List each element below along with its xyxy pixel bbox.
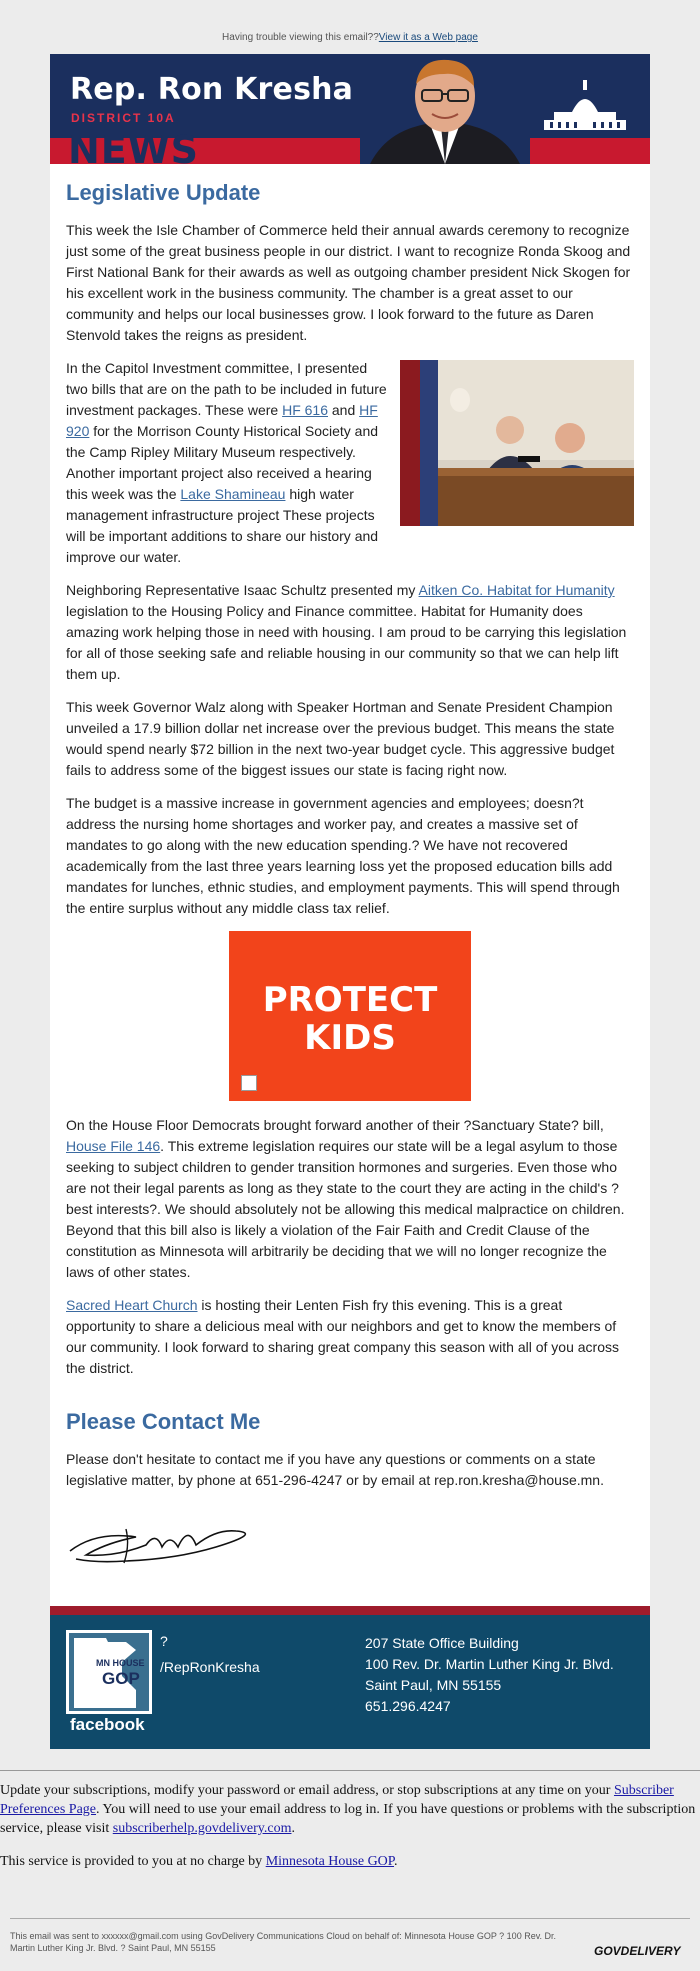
logo-text-gop: GOP: [102, 1669, 140, 1688]
subscription-notice: [0, 1770, 700, 1885]
facebook-label[interactable]: facebook: [70, 1715, 145, 1734]
paragraph-habitat: [66, 580, 634, 685]
mn-house-gop-logo[interactable]: [66, 1630, 152, 1714]
rep-portrait: [360, 54, 530, 164]
capitol-icon: [540, 76, 630, 136]
contact-text: Please don't hesitate to contact me if you have any questions or comments on a state legislative matter, by phone at 651-296-4247 or by email at rep.ron.kresha@house.mn.: [66, 1451, 604, 1488]
fineprint-rule: [10, 1918, 690, 1919]
paragraph-budget-increase: The budget is a massive increase in government agencies and employees; doesn?t address the nursing home shortages and worker pay, and creates a massive set of mandates to go along with the new education spending.? We have not recovered academically from the last three years learning loss yet the proposed education bills add mandates for lunches, ethnic studies, and employment payments. This will spend through the entire surplus without any middle class tax relief.: [66, 795, 620, 916]
subscriber-preferences-link[interactable]: Subscriber Preferences Page: [0, 1783, 674, 1817]
hf-920-link[interactable]: HF 920: [66, 402, 378, 439]
floor-text-a: On the House Floor Democrats brought forward another of their ?Sanctuary State? bill,: [66, 1117, 604, 1133]
header-banner: [50, 54, 650, 164]
house-file-146-link[interactable]: House File 146: [66, 1138, 161, 1154]
govdelivery-logo[interactable]: GOVDELIVERY: [594, 1944, 681, 1958]
lake-shamineau-link[interactable]: Lake Shamineau: [180, 486, 286, 502]
floor-text-b: . This extreme legislation requires our state will be a legal asylum to those seeking to subject children to gender transition hormones and surgeries. Even those who are not their legal parents as long as they state to the court they are acting in the child's ?best interests?. We should absolutely not be allowing this medical malpractice on children. Beyond that this bill also is likely a violation of the Fair Faith and Credit Clause of the constitution as Minnesota will arbitrarily be deciding that we will no longer recognize the laws of other states.: [66, 1138, 625, 1280]
view-online-bar: [0, 0, 700, 54]
paragraph-governor-budget: This week Governor Walz along with Speaker Hortman and Senate President Champion unveiled a 17.9 billion dollar net increase over the previous budget. This means the state would spend nearly $72 billion in the next two-year budget cycle. This aggressive budget fails to address some of the biggest issues our state is facing right now.: [66, 699, 615, 778]
rep-name: Rep. Ron Kresha: [70, 72, 354, 107]
address-line3: Saint Paul, MN 55155: [365, 1677, 502, 1693]
legislative-update-heading: Legislative Update: [66, 180, 261, 205]
sub-text-c: .: [291, 1821, 295, 1836]
service-text-a: This service is provided to you at no charge by: [0, 1854, 266, 1869]
protect-kids-graphic[interactable]: [229, 931, 471, 1101]
view-web-page-link[interactable]: View it as a Web page: [378, 32, 478, 43]
footer-block: [50, 1615, 650, 1749]
paragraph-chamber: This week the Isle Chamber of Commerce held their annual awards ceremony to recognize just some of the great business people in our district. I want to recognize Ronda Skoog and First National Bank for their awards as well as outgoing chamber president Nick Skogen for his excellent work in the business community. The chamber is a great asset to our community and helps our local businesses grow. I look forward to the future as Daren Stenvold takes the reigns as president.: [66, 222, 631, 343]
paragraph-house-floor: [66, 1115, 634, 1283]
subscription-rule: [0, 1770, 700, 1771]
mn-house-gop-link[interactable]: Minnesota House GOP: [265, 1854, 395, 1869]
address-line1: 207 State Office Building: [365, 1635, 519, 1651]
newsletter-body: [50, 164, 650, 1606]
sacred-heart-link[interactable]: Sacred Heart Church: [66, 1297, 198, 1313]
logo-text-mnhouse: MN HOUSE: [96, 1658, 145, 1668]
subscriber-help-link[interactable]: subscriberhelp.govdelivery.com: [112, 1821, 292, 1836]
facebook-q-mark: ?: [160, 1633, 168, 1649]
news-label: NEWS: [68, 128, 200, 164]
capitol-text-b: and: [328, 402, 360, 418]
habitat-link[interactable]: Aitken Co. Habitat for Humanity: [418, 582, 615, 598]
office-address: [365, 1633, 614, 1717]
fish-fry-text: is hosting their Lenten Fish fry this evening. This is a great opportunity to share a delicious meal with our neighbors and get to know the members of our community. I look forward to sharing great company this season with all of you across the district.: [66, 1297, 619, 1376]
contact-heading: Please Contact Me: [66, 1409, 261, 1434]
paragraph-fish-fry: [66, 1295, 634, 1379]
capitol-text-a: In the Capitol Investment committee, I presented two bills that are on the path to be included in future investment packages. These were: [66, 360, 387, 418]
footer-divider: [50, 1606, 650, 1615]
subscription-text: [0, 1781, 700, 1838]
habitat-text-b: legislation to the Housing Policy and Finance committee. Habitat for Humanity does amazing work helping those in need with housing. I am proud to be carrying this legislation for all of those seeking safe and reliable housing in our community so that we can help lift them up.: [66, 603, 627, 682]
service-text-b: .: [394, 1854, 398, 1869]
fineprint-text: This email was sent to xxxxxx@gmail.com using GovDelivery Communications Cloud on behalf of: Minnesota House GOP ? 100 Rev. Dr. Martin Luther King Jr. Blvd. ? Saint Paul, MN 55155: [10, 1931, 557, 1953]
protect-kids-line1: PROTECT: [262, 980, 438, 1020]
committee-photo: [400, 360, 634, 526]
capitol-text-c: for the Morrison County Historical Society and the Camp Ripley Military Museum respectively. Another important project also received a hearing this week was the: [66, 423, 379, 502]
view-online-text: Having trouble viewing this email??: [222, 32, 379, 43]
habitat-text-a: Neighboring Representative Isaac Schultz presented my: [66, 582, 419, 598]
office-phone: 651.296.4247: [365, 1698, 451, 1714]
sub-text-b: . You will need to use your email address to log in. If you have questions or problems with the subscription service, please visit: [0, 1802, 696, 1836]
facebook-handle[interactable]: /RepRonKresha: [160, 1659, 260, 1675]
district-label: DISTRICT 10A: [71, 111, 176, 125]
broken-image-icon: [241, 1075, 257, 1091]
address-line2: 100 Rev. Dr. Martin Luther King Jr. Blvd.: [365, 1656, 614, 1672]
service-text: [0, 1852, 700, 1871]
capitol-text-d: high water management infrastructure project These projects will be important additions to share our history and improve our water.: [66, 486, 379, 565]
protect-kids-line2: KIDS: [304, 1018, 396, 1058]
hf-616-link[interactable]: HF 616: [282, 402, 328, 418]
newsletter-card: [50, 54, 650, 1749]
signature-image: [66, 1511, 266, 1571]
sub-text-a: Update your subscriptions, modify your password or email address, or stop subscriptions at any time on your: [0, 1783, 614, 1798]
